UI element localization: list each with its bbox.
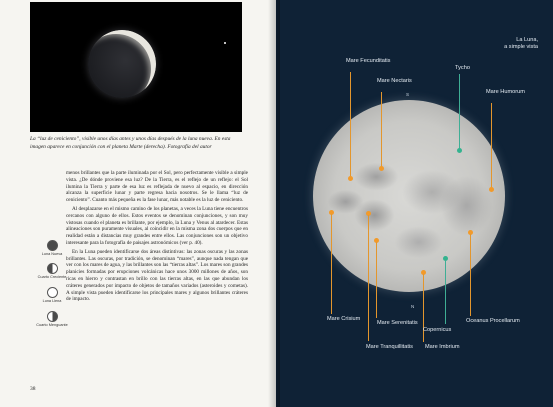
phase-label: Cuarto Menguante [36, 323, 68, 327]
compass-north: N [411, 304, 415, 309]
label-mare-nectaris: Mare Nectaris [377, 78, 412, 84]
phase-label: Cuarto Creciente [37, 275, 67, 279]
phase-last-quarter [34, 311, 70, 328]
label-mare-crisium: Mare Crisium [327, 316, 361, 322]
left-page [0, 0, 276, 407]
label-mare-fecunditatis: Mare Fecunditatis [346, 58, 391, 64]
book-gutter [268, 0, 280, 407]
first-quarter-icon [47, 263, 58, 274]
label-mare-humorum: Mare Humorum [486, 89, 525, 95]
page-number: 38 [30, 386, 36, 392]
paragraph: Al desplazarse en el mismo camino de los planetas, a veces la Luna tiene encuentros cercanos con alguno de ellos. Estos eventos se denominan conjunciones, y son muy vistosas cuando el planeta es brillante, por ejemplo, la Luna y Venus al atardecer. Estas alineaciones son puramente visuales, al coincidir en la misma zona dos cuerpos que en realidad están a distancias muy grandes entre ellos. Las conjunciones son un objetivo interesante para la fotografía de paisajes astronómicos (ver p. 40). [66, 205, 248, 246]
leader-line [445, 260, 446, 324]
marker-mare-fecunditatis [348, 176, 353, 181]
body-text [66, 170, 248, 305]
compass-south: S [406, 92, 410, 97]
label-copernicus: Copernicus [423, 327, 452, 333]
leader-line [376, 242, 377, 318]
marker-mare-humorum [489, 187, 494, 192]
phase-label: Luna Llena [42, 299, 62, 303]
ashen-light-photo [30, 2, 242, 132]
phase-full-moon [34, 287, 70, 304]
new-moon-icon [47, 240, 58, 251]
leader-line [470, 234, 471, 316]
mars-dot [224, 42, 226, 44]
last-quarter-icon [47, 311, 58, 322]
phase-new-moon [34, 240, 70, 257]
leader-line [459, 74, 460, 150]
label-mare-tranquillitatis: Mare Tranquillitatis [366, 344, 413, 350]
photo-caption: La “luz de ceniciento”, visible unos días antes y unos días después de la luna nueva. En esta imagen aparece en conjunción con el planeta Marte (derecha). Fotografía del autor [30, 136, 231, 151]
leader-line [381, 92, 382, 168]
label-oceanus-procellarum: Oceanus Procellarum [466, 318, 520, 324]
leader-line [350, 72, 351, 178]
leader-line [368, 215, 369, 341]
marker-mare-nectaris [379, 166, 384, 171]
full-moon-image [313, 100, 505, 292]
moon-map-title [478, 37, 538, 51]
label-mare-imbrium: Mare Imbrium [425, 344, 460, 350]
paragraph: En la Luna pueden identificarse dos áreas distintivas: las zonas oscuras y las zonas brillantes. Las oscuras, por tradición, se denominan “mares”, aunque nada tengan que ver con los mares de agua, y las brillantes son las “tierras altas”. Los mares son grandes planicies formadas por erupciones volcánicas hace unos 3000 millones de años, son ricas en hierro y contrastan en brillo con las tierras altas, en las que abundan los cráteres generados por impacto de objetos de tamaños variados (asteroides y cometas). A simple vista pueden identificarse los principales mares y algunos brillantes cráteres de impacto. [66, 248, 248, 303]
title-line: La Luna, [516, 37, 538, 43]
full-moon-icon [47, 287, 58, 298]
title-line: a simple vista [504, 44, 538, 51]
leader-line [491, 103, 492, 189]
marker-tycho [457, 148, 462, 153]
paragraph: menos brillantes que la parte iluminada por el Sol, pero perfectamente visible a simple vista. ¿De dónde proviene esa luz? De la Tierra, es el reflejo de un reflejo: el Sol ilumina la Tierra y parte de esa luz es reflejada de nuevo al espacio, en dirección alcanza la superficie lunar y parte regresa hacia nosotros. Se le llama “luz de ceniciento”. Cuanto más pequeña es la fase lunar, más notable es la luz de ceniciento. [66, 170, 248, 204]
label-tycho: Tycho [455, 65, 470, 71]
phase-first-quarter [34, 263, 70, 280]
moon-crescent [88, 30, 156, 98]
phase-label: Luna Nueva [41, 252, 63, 256]
label-mare-serenitatis: Mare Serenitatis [377, 320, 418, 326]
leader-line [331, 214, 332, 314]
